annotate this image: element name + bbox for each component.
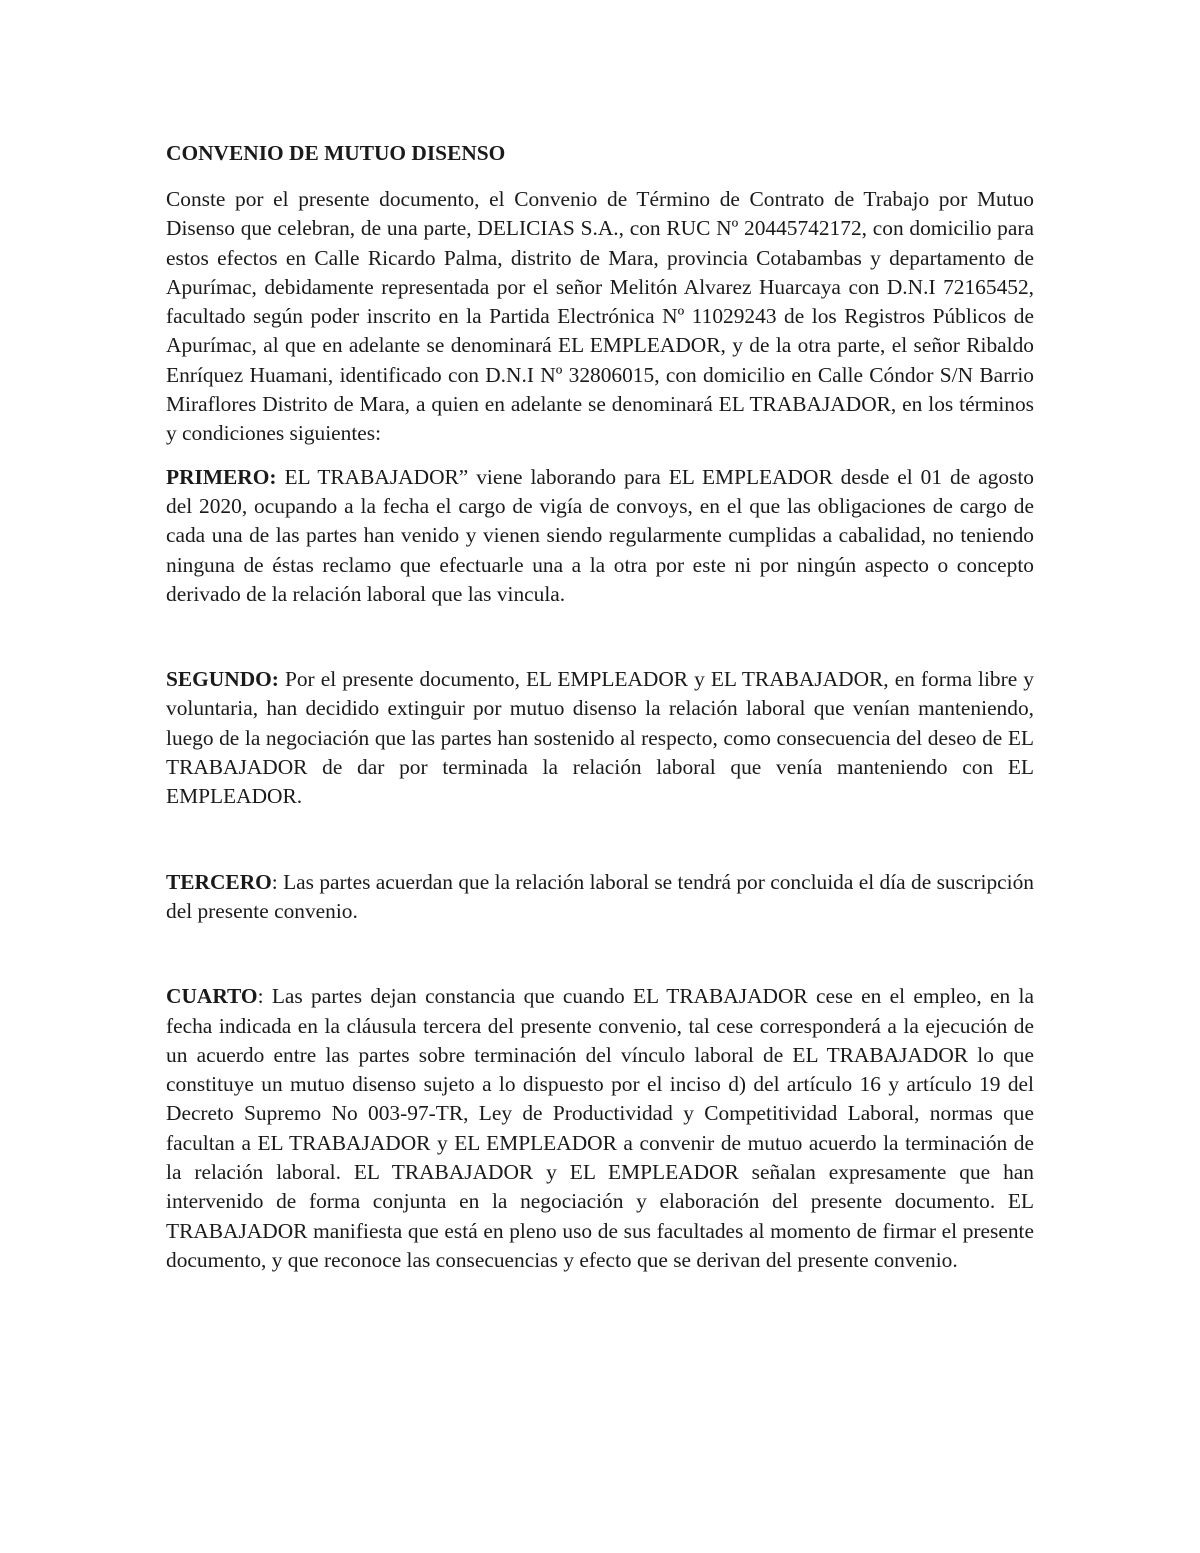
- clause-text: : Las partes acuerdan que la relación laboral se tendrá por concluida el día de suscripción del presente convenio.: [166, 869, 1034, 923]
- clause-primero: [166, 463, 1034, 609]
- clause-segundo: [166, 665, 1034, 811]
- clause-label: CUARTO: [166, 984, 258, 1009]
- clause-label: SEGUNDO:: [166, 667, 279, 692]
- clause-label: PRIMERO:: [166, 464, 277, 489]
- clause-text: EL TRABAJADOR” viene laborando para EL EMPLEADOR desde el 01 de agosto del 2020, ocupando a la fecha el cargo de vigía de convoys, en el que las obligaciones de cargo de cada una de las partes han venido y vienen siendo regularmente cumplidas a cabalidad, no teniendo ninguna de éstas reclamo que efectuarle una a la otra por este ni por ningún aspecto o concepto derivado de la relación laboral que las vincula.: [166, 464, 1034, 606]
- clause-tercero: [166, 868, 1034, 927]
- clause-cuarto: [166, 982, 1034, 1275]
- intro-paragraph: Conste por el presente documento, el Convenio de Término de Contrato de Trabajo por Mutuo Disenso que celebran, de una parte, DELICIAS S.A., con RUC Nº 20445742172, con domicilio para estos efectos en Calle Ricardo Palma, distrito de Mara, provincia Cotabambas y departamento de Apurímac, debidamente representada por el señor Melitón Alvarez Huarcaya con D.N.I 72165452, facultado según poder inscrito en la Partida Electrónica Nº 11029243 de los Registros Públicos de Apurímac, al que en adelante se denominará EL EMPLEADOR, y de la otra parte, el señor Ribaldo Enríquez Huamani, identificado con D.N.I Nº 32806015, con domicilio en Calle Cóndor S/N Barrio Miraflores Distrito de Mara, a quien en adelante se denominará EL TRABAJADOR, en los términos y condiciones siguientes:: [166, 187, 1034, 446]
- document-body: [166, 138, 1034, 1275]
- clause-text: Por el presente documento, EL EMPLEADOR y EL TRABAJADOR, en forma libre y voluntaria, han decidido extinguir por mutuo disenso la relación laboral que venían manteniendo, luego de la negociación que las partes han sostenido al respecto, como consecuencia del deseo de EL TRABAJADOR de dar por terminada la relación laboral que venía manteniendo con EL EMPLEADOR.: [166, 667, 1034, 809]
- document-title: CONVENIO DE MUTUO DISENSO: [166, 141, 506, 165]
- clause-label: TERCERO: [166, 869, 272, 894]
- clause-text: : Las partes dejan constancia que cuando EL TRABAJADOR cese en el empleo, en la fecha indicada en la cláusula tercera del presente convenio, tal cese corresponderá a la ejecución de un acuerdo entre las partes sobre terminación del vínculo laboral de EL TRABAJADOR lo que constituye un mutuo disenso sujeto a lo dispuesto por el inciso d) del artículo 16 y artículo 19 del Decreto Supremo No 003-97-TR, Ley de Productividad y Competitividad Laboral, normas que facultan a EL TRABAJADOR y EL EMPLEADOR a convenir de mutuo acuerdo la terminación de la relación laboral. EL TRABAJADOR y EL EMPLEADOR señalan expresamente que han intervenido de forma conjunta en la negociación y elaboración del presente documento. EL TRABAJADOR manifiesta que está en pleno uso de sus facultades al momento de firmar el presente documento, y que reconoce las consecuencias y efecto que se derivan del presente convenio.: [166, 984, 1034, 1272]
